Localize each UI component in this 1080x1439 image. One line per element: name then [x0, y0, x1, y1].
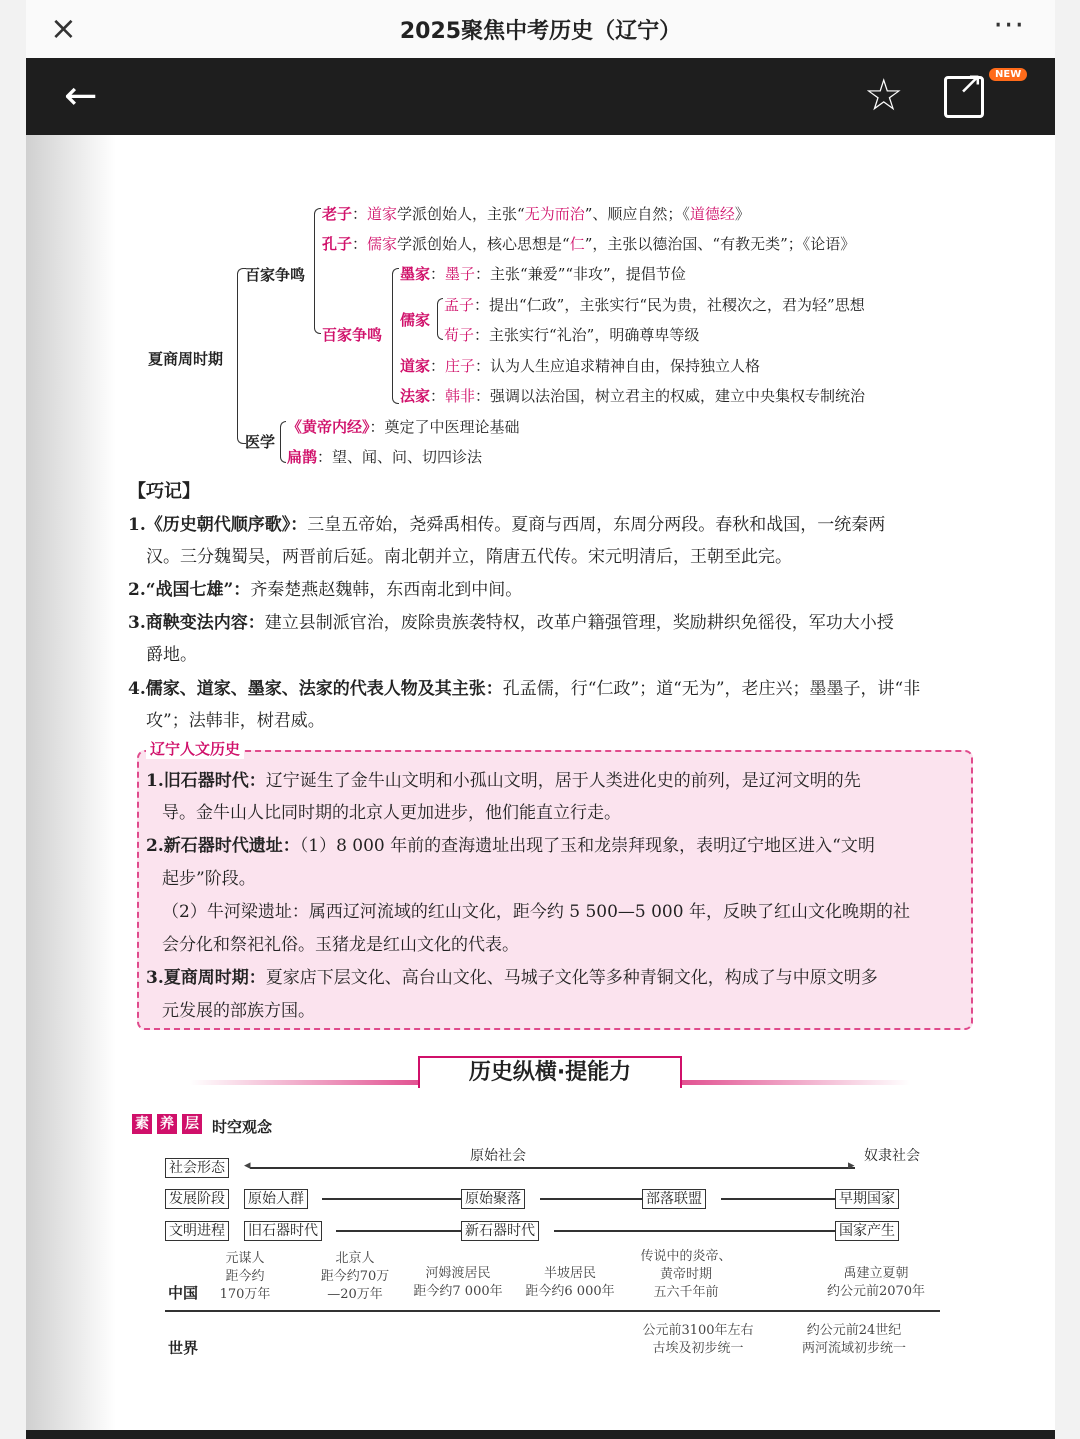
app-top-bar — [26, 0, 1055, 58]
tree-rujia: 儒家 — [400, 311, 431, 329]
tag-char: 养 — [157, 1114, 177, 1134]
event-beijing: 北京人 距今约70万 —20万年 — [320, 1251, 390, 1302]
liaoning-item: 1.旧石器时代：辽宁诞生了金牛山文明和小孤山文明，居于人类进化史的前列，是辽河文明的先 — [146, 771, 861, 791]
bracket — [437, 298, 443, 340]
back-arrow-icon[interactable]: ← — [64, 73, 98, 119]
liaoning-item-cont: 会分化和祭祀礼俗。玉猪龙是红山文化的代表。 — [162, 935, 519, 955]
tree-kongzi: 孔子：儒家学派创始人，核心思想是“仁”，主张以德治国、“有教无类”；《论语》 — [322, 235, 856, 253]
timeline-line — [336, 1230, 462, 1232]
label-primitive-society: 原始社会 — [470, 1148, 526, 1164]
bottom-bar — [26, 1430, 1055, 1439]
mnemonic-item-cont: 爵地。 — [146, 645, 197, 665]
liaoning-item: 3.夏商周时期：夏家店下层文化、高台山文化、马城子文化等多种青铜文化，构成了与中原文明多 — [146, 968, 878, 988]
timeline-axis — [165, 1310, 940, 1312]
era-box: 国家产生 — [835, 1221, 899, 1241]
viewer-toolbar — [26, 58, 1055, 135]
timeline-line — [322, 1198, 462, 1200]
tree-daojia: 道家：庄子：认为人生应追求精神自由，保持独立人格 — [400, 357, 761, 375]
tree-bianque: 扁鹊：望、闻、问、切四诊法 — [287, 448, 483, 466]
tree-branch-baijia: 百家争鸣 — [245, 266, 306, 284]
event-xia: 禹建立夏朝 约公元前2070年 — [826, 1266, 926, 1299]
tree-laozi: 老子：道家学派创始人，主张“无为而治”、顺应自然；《道德经》 — [322, 205, 750, 223]
label-slave-society: 奴隶社会 — [864, 1148, 920, 1164]
new-badge: NEW — [989, 68, 1027, 81]
close-icon[interactable]: × — [50, 9, 77, 47]
event-hemudu: 河姆渡居民 距今约7 000年 — [413, 1266, 503, 1299]
tag-char: 层 — [182, 1114, 202, 1134]
stage-box: 原始人群 — [244, 1189, 308, 1209]
more-options-icon[interactable]: ··· — [993, 8, 1025, 43]
label-china: 中国 — [168, 1284, 199, 1302]
stage-box: 原始聚落 — [461, 1189, 525, 1209]
event-banpo: 半坡居民 距今约6 000年 — [525, 1266, 615, 1299]
bracket — [392, 268, 399, 404]
timeline-line — [721, 1198, 836, 1200]
tree-xunzi: 荀子：主张实行“礼治”，明确尊卑等级 — [444, 326, 700, 344]
event-mesopotamia: 约公元前24世纪 两河流域初步统一 — [801, 1323, 906, 1356]
liaoning-history-box — [137, 750, 973, 1030]
event-egypt: 公元前3100年左右 古埃及初步统一 — [642, 1323, 754, 1356]
event-yuanmou: 元谋人 距今约 170万年 — [219, 1251, 271, 1302]
liaoning-history-title: 辽宁人文历史 — [146, 738, 244, 759]
arrow-left-icon: ◂ — [244, 1158, 251, 1173]
timeline-line — [250, 1167, 855, 1169]
share-arrow-icon: ↗ — [958, 66, 984, 101]
mnemonic-item: 3.商鞅变法内容：建立县制派官治，废除贵族袭特权，改革户籍强管理，奖励耕织免徭役，军功大小授 — [128, 613, 894, 633]
tag-char: 素 — [132, 1114, 152, 1134]
liaoning-item-cont: 导。金牛山人比同时期的北京人更加进步，他们能直立行走。 — [162, 803, 621, 823]
mnemonic-item: 2.“战国七雄”：齐秦楚燕赵魏韩，东西南北到中间。 — [128, 580, 523, 600]
liaoning-item-cont: 元发展的部族方国。 — [162, 1001, 315, 1021]
bracket — [280, 421, 286, 463]
tree-mojia: 墨家：墨子：主张“兼爱”“非攻”，提倡节俭 — [400, 265, 686, 283]
stage-box: 早期国家 — [835, 1189, 899, 1209]
liaoning-item: 2.新石器时代遗址：（1）8 000 年前的查海遗址出现了玉和龙崇拜现象，表明辽宁地区进入“文明 — [146, 836, 875, 856]
event-yanhuang: 传说中的炎帝、 黄帝时期 五六千年前 — [640, 1249, 732, 1300]
liaoning-item: （2）牛河梁遗址：属西辽河流域的红山文化，距今约 5 500—5 000 年，反映了红山文化晚期的社 — [162, 902, 910, 922]
mnemonic-item-cont: 汉。三分魏蜀吴，两晋前后延。南北朝并立，隋唐五代传。宋元明清后，王朝至此完。 — [146, 547, 792, 567]
arrow-right-icon: ▸ — [848, 1158, 855, 1173]
page-edge-shadow — [26, 135, 116, 1435]
era-box: 旧石器时代 — [244, 1221, 322, 1241]
tree-sub-baijia: 百家争鸣 — [322, 326, 383, 344]
bracket — [314, 208, 321, 334]
favorite-star-icon[interactable]: ☆ — [864, 70, 904, 121]
tree-branch-medicine: 医学 — [245, 433, 276, 451]
era-box: 新石器时代 — [461, 1221, 539, 1241]
stage-box: 部落联盟 — [642, 1189, 706, 1209]
tree-huangdi: 《黄帝内经》：奠定了中医理论基础 — [287, 418, 520, 436]
section-banner — [190, 1056, 910, 1090]
tree-fajia: 法家：韩非：强调以法治国，树立君主的权威，建立中央集权专制统治 — [400, 387, 866, 405]
mnemonic-item-cont: 攻”；法韩非，树君威。 — [146, 711, 325, 731]
tree-mengzi: 孟子：提出“仁政”，主张实行“民为贵，社稷次之，君为轻”思想 — [444, 296, 865, 314]
mnemonic-item: 4.儒家、道家、墨家、法家的代表人物及其主张：孔孟儒，行“仁政”；道“无为”，老庄兴；墨墨子，讲“非 — [128, 679, 921, 699]
row-label-stage: 发展阶段 — [165, 1189, 229, 1209]
mnemonic-item: 1.《历史朝代顺序歌》：三皇五帝始，尧舜禹相传。夏商与西周，东周分两段。春秋和战国，一统秦两 — [128, 515, 886, 535]
tree-root: 夏商周时期 — [148, 350, 224, 368]
row-label-civilization: 文明进程 — [165, 1221, 229, 1241]
row-label-social-form: 社会形态 — [165, 1158, 229, 1178]
document-title: 2025聚焦中考历史（辽宁） — [399, 19, 682, 44]
mnemonic-heading: 【巧记】 — [128, 481, 200, 502]
label-world: 世界 — [168, 1339, 199, 1357]
bracket — [237, 268, 246, 444]
liaoning-item-cont: 起步”阶段。 — [162, 869, 256, 889]
section-banner-title: 历史纵横·提能力 — [418, 1056, 682, 1088]
timeline-line — [540, 1198, 642, 1200]
tag-label: 时空观念 — [212, 1118, 273, 1136]
timeline-line — [554, 1230, 836, 1232]
